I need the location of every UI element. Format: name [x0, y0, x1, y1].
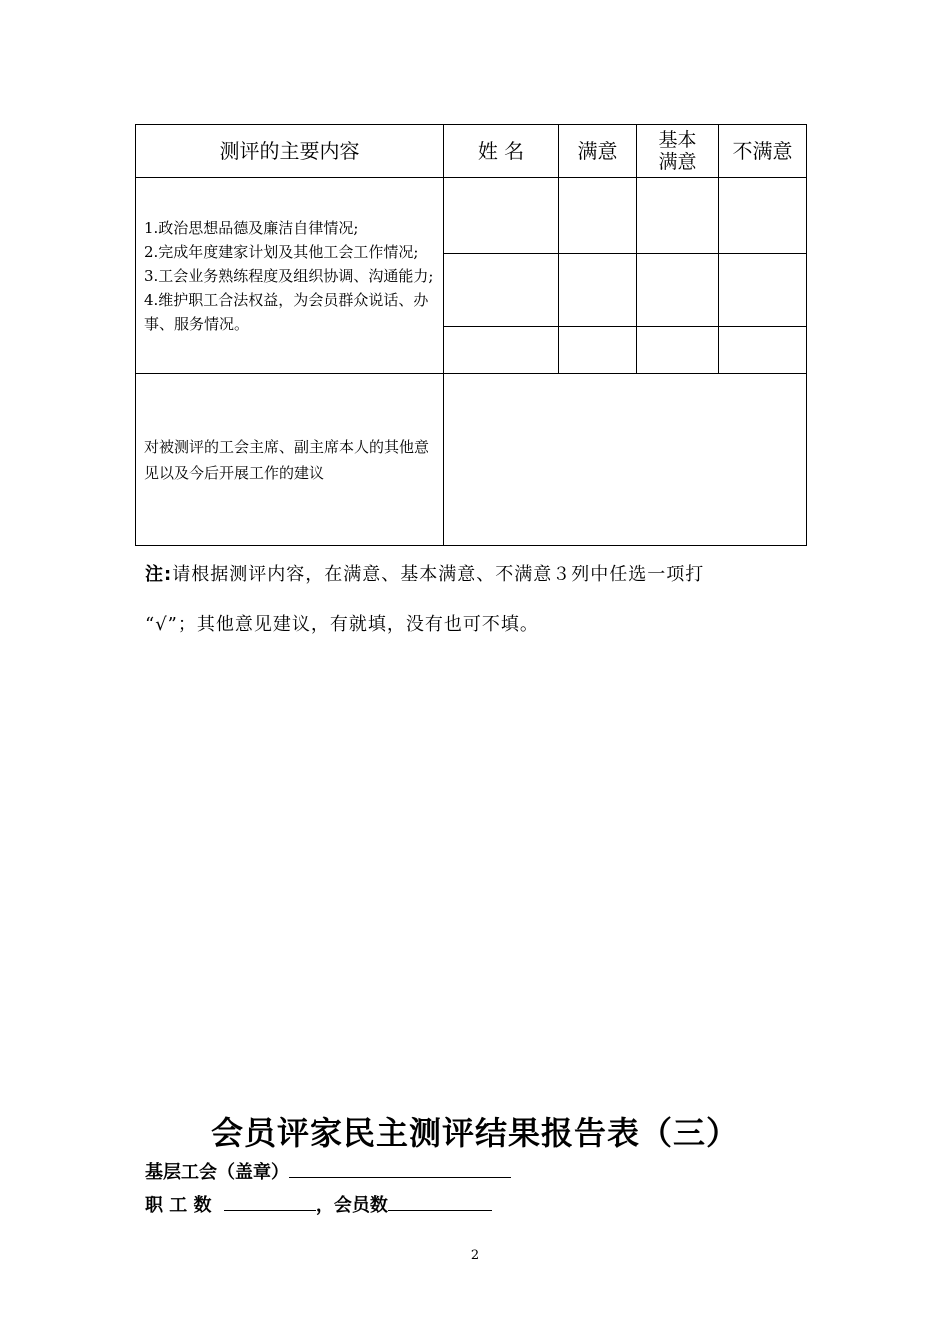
note-line-2: “√”；其他意见建议，有就填，没有也可不填。 [145, 614, 539, 635]
criteria-item-4: 4.维护职工合法权益，为会员群众说话、办事、服务情况。 [144, 290, 429, 333]
page-number: 2 [470, 1248, 480, 1263]
name-cell-1[interactable] [444, 178, 559, 254]
satisfied-cell-2[interactable] [559, 254, 637, 327]
opinion-input-cell[interactable] [444, 374, 807, 546]
name-cell-3[interactable] [444, 327, 559, 374]
opinion-label: 对被测评的工会主席、副主席本人的其他意见以及今后开展工作的建议 [136, 374, 444, 546]
satisfied-cell-1[interactable] [559, 178, 637, 254]
header-basic-satisfied [637, 125, 719, 178]
member-count-input-line[interactable] [388, 1190, 492, 1211]
note-line-1 [145, 560, 704, 586]
criteria-item-3: 3.工会业务熟练程度及组织协调、沟通能力; [144, 266, 434, 285]
unsatisfied-cell-1[interactable] [719, 178, 807, 254]
criteria-item-1: 1.政治思想品德及廉洁自律情况; [144, 218, 359, 237]
header-content: 测评的主要内容 [136, 125, 444, 178]
criteria-cell [136, 178, 444, 374]
count-field [145, 1190, 492, 1217]
note-text-1: 请根据测评内容，在满意、基本满意、不满意３列中任选一项打 [172, 564, 705, 585]
union-input-line[interactable] [289, 1157, 511, 1178]
union-field [145, 1157, 511, 1184]
name-cell-2[interactable] [444, 254, 559, 327]
header-unsatisfied: 不满意 [719, 125, 807, 178]
form-title: 会员评家民主测评结果报告表（三） [210, 1114, 739, 1152]
basic-satisfied-cell-1[interactable] [637, 178, 719, 254]
member-count-label: 会员数 [333, 1195, 388, 1216]
basic-satisfied-cell-2[interactable] [637, 254, 719, 327]
header-basic-line2: 满意 [658, 151, 697, 173]
header-satisfied: 满意 [559, 125, 637, 178]
count-separator: ， [315, 1195, 334, 1216]
basic-satisfied-cell-3[interactable] [637, 327, 719, 374]
staff-count-input-line[interactable] [224, 1190, 316, 1211]
header-basic-line1: 基本 [658, 129, 697, 151]
evaluation-table [135, 124, 807, 546]
note-label: 注: [145, 564, 173, 585]
union-label: 基层工会（盖章） [145, 1162, 289, 1183]
unsatisfied-cell-2[interactable] [719, 254, 807, 327]
header-name: 姓 名 [444, 125, 559, 178]
unsatisfied-cell-3[interactable] [719, 327, 807, 374]
staff-count-label: 职 工 数 [145, 1195, 212, 1216]
satisfied-cell-3[interactable] [559, 327, 637, 374]
criteria-item-2: 2.完成年度建家计划及其他工会工作情况; [144, 242, 419, 261]
